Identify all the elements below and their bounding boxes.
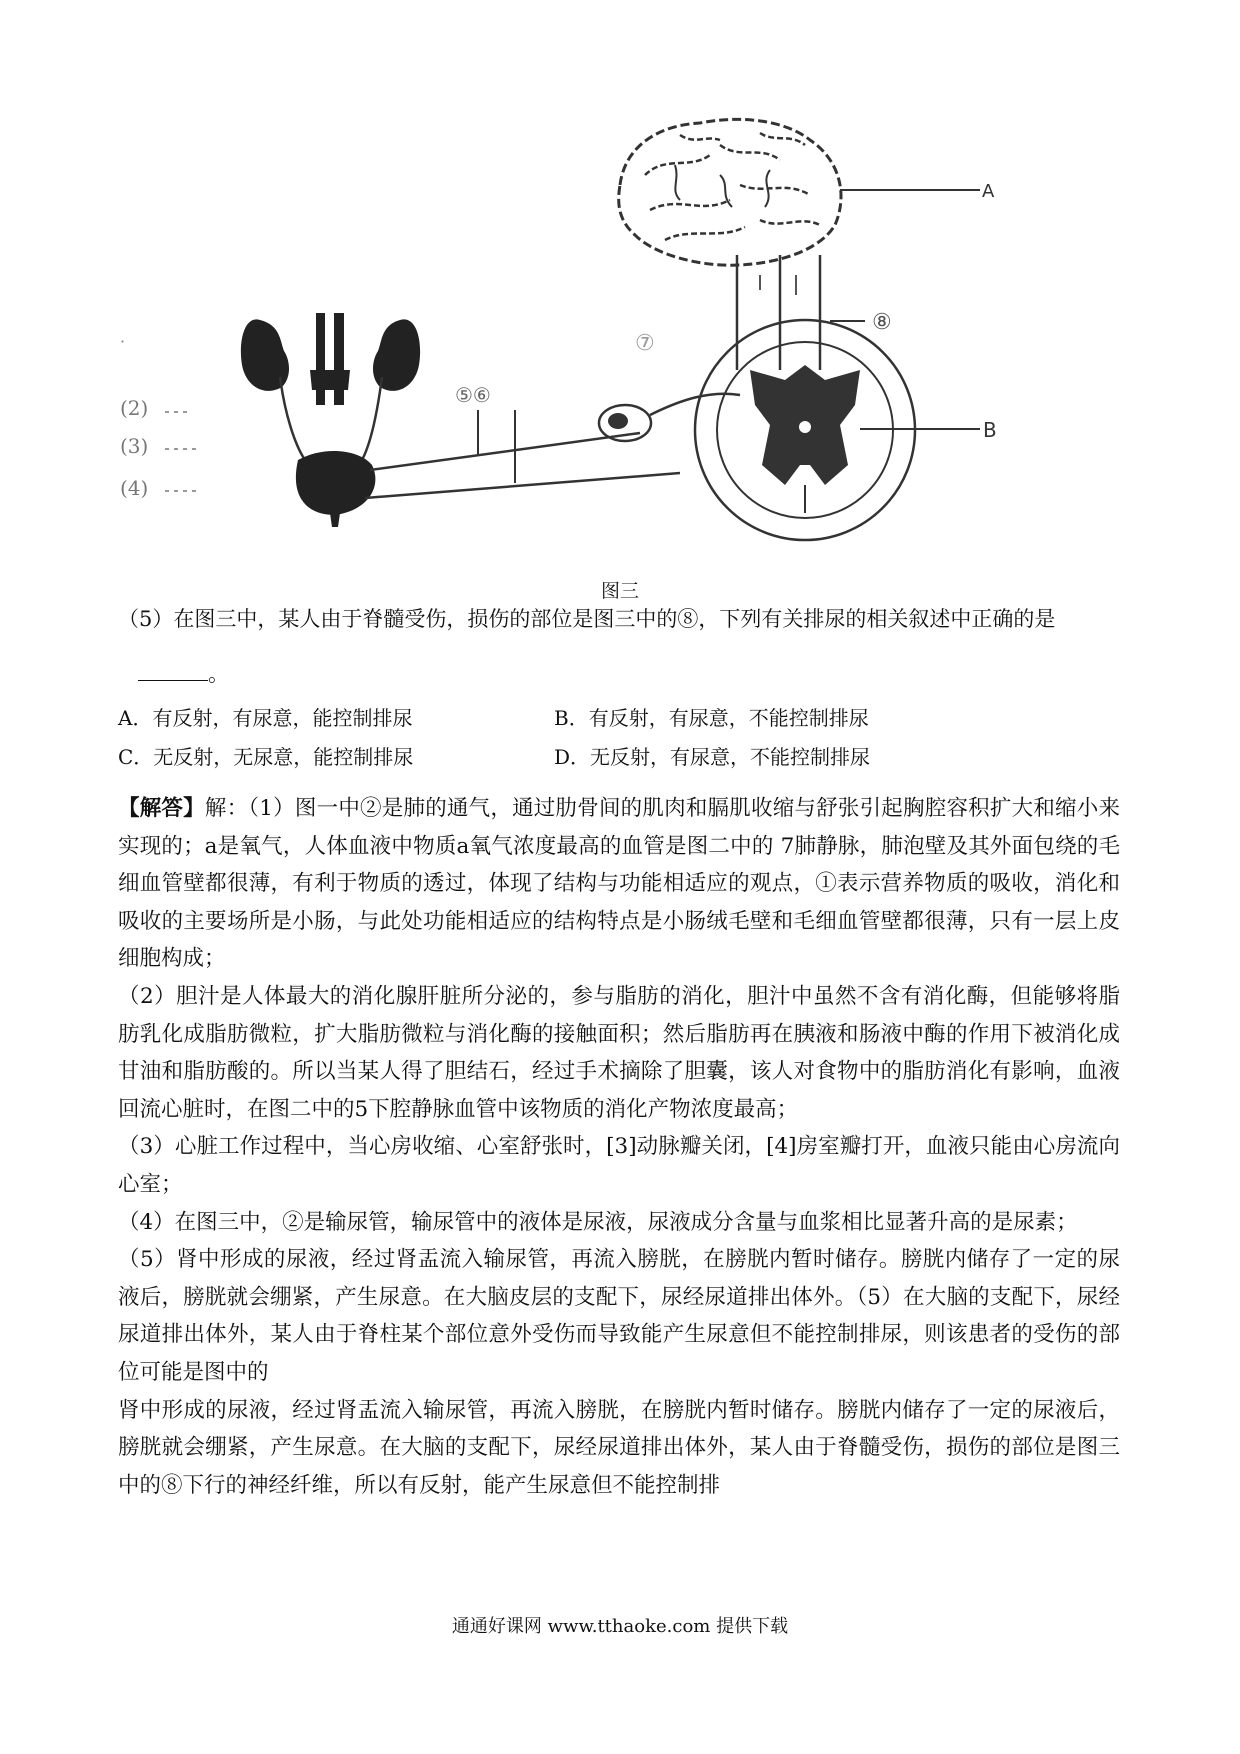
option-b: B．有反射，有尿意，不能控制排尿 (554, 706, 869, 730)
answer-paragraph-2: （2）胆汁是人体最大的消化腺肝脏所分泌的，参与脂肪的消化，胆汁中虽然不含有消化酶，但能够将脂肪乳化成脂肪微粒，扩大脂肪微粒与消化酶的接触面积；然后脂肪再在胰液和肠液中酶的作用下被消化成甘油和脂肪酸的。所以当某人得了胆结石，经过手术摘除了胆囊，该人对食物中的脂肪消化有影响，血液回流心脏时，在图二中的5下腔静脉血管中该物质的消化产物浓度最高； (118, 983, 1120, 1122)
question-text: （5）在图三中，某人由于脊髓受伤，损伤的部位是图三中的⑧，下列有关排尿的相关叙述中正确的是 (118, 607, 1056, 631)
label-eight: ⑧ (872, 310, 892, 335)
option-a: A．有反射，有尿意，能控制排尿 (118, 706, 413, 730)
answer-heading: 【解答】 (118, 796, 205, 821)
option-c: C．无反射，无尿意，能控制排尿 (118, 745, 414, 769)
blank-suffix: 。 (208, 662, 229, 686)
nervous-urinary-diagram (120, 115, 1000, 570)
label-left-4: (4) (120, 476, 149, 500)
label-b: B (983, 418, 997, 442)
answer-section (118, 790, 1120, 1504)
svg-text:·: · (120, 332, 126, 351)
answer-paragraph-5: （5）肾中形成的尿液，经过肾盂流入输尿管，再流入膀胱，在膀胱内暂时储存。膀胱内储存了一定的尿液后，膀胱就会绷紧，产生尿意。在大脑皮层的支配下，尿经尿道排出体外。（5）在大脑的支配下，尿经尿道排出体外，某人由于脊柱某个部位意外受伤而导致能产生尿意但不能控制排尿，则该患者的受伤的部位可能是图中的 (118, 1247, 1120, 1385)
answer-paragraph-3: （3）心脏工作过程中，当心房收缩、心室舒张时，[3]动脉瓣关闭，[4]房室瓣打开，血液只能由心房流向心室； (118, 1134, 1120, 1197)
answer-blank (138, 659, 229, 689)
figure-3 (120, 115, 1000, 570)
label-a: A (982, 181, 995, 202)
blank-line (138, 660, 208, 681)
answer-paragraph-1 (118, 790, 1120, 978)
figure-caption: 图三 (600, 580, 639, 602)
bladder-icon (296, 451, 376, 527)
answer-paragraph-6: 肾中形成的尿液，经过肾盂流入输尿管，再流入膀胱，在膀胱内暂时储存。膀胱内储存了一定的尿液后，膀胱就会绷紧，产生尿意。在大脑的支配下，尿经尿道排出体外，某人由于脊髓受伤，损伤的部位是图三中的⑧下行的神经纤维，所以有反射，能产生尿意但不能控制排 (118, 1397, 1120, 1498)
answer-paragraph-1-text: 解：（1）图一中②是肺的通气，通过肋骨间的肌肉和膈肌收缩与舒张引起胸腔容积扩大和缩小来实现的；a是氧气，人体血液中物质a氧气浓度最高的血管是图二中的 7肺静脉，肺泡壁及其外面包绕的毛细血管壁都很薄，有利于物质的透过，体现了结构与功能相适应的观点，①表示营养物质的吸收，消化和吸收的主要场所是小肠，与此处功能相适应的结构特点是小肠绒毛壁和毛细血管壁都很薄，只有一层上皮细胞构成； (118, 796, 1120, 972)
option-d: D．无反射，有尿意，不能控制排尿 (554, 745, 871, 769)
label-five-six: ⑤⑥ (455, 383, 491, 407)
answer-paragraph-4: （4）在图三中，②是输尿管，输尿管中的液体是尿液，尿液成分含量与血浆相比显著升高的是尿素； (118, 1209, 1078, 1235)
label-left-3: (3) (120, 434, 149, 458)
page-footer: 通通好课网 www.tthaoke.com 提供下载 (451, 1616, 789, 1637)
brain-icon (619, 119, 841, 265)
label-left-2: (2) (120, 396, 149, 420)
label-seven: ⑦ (635, 331, 655, 356)
